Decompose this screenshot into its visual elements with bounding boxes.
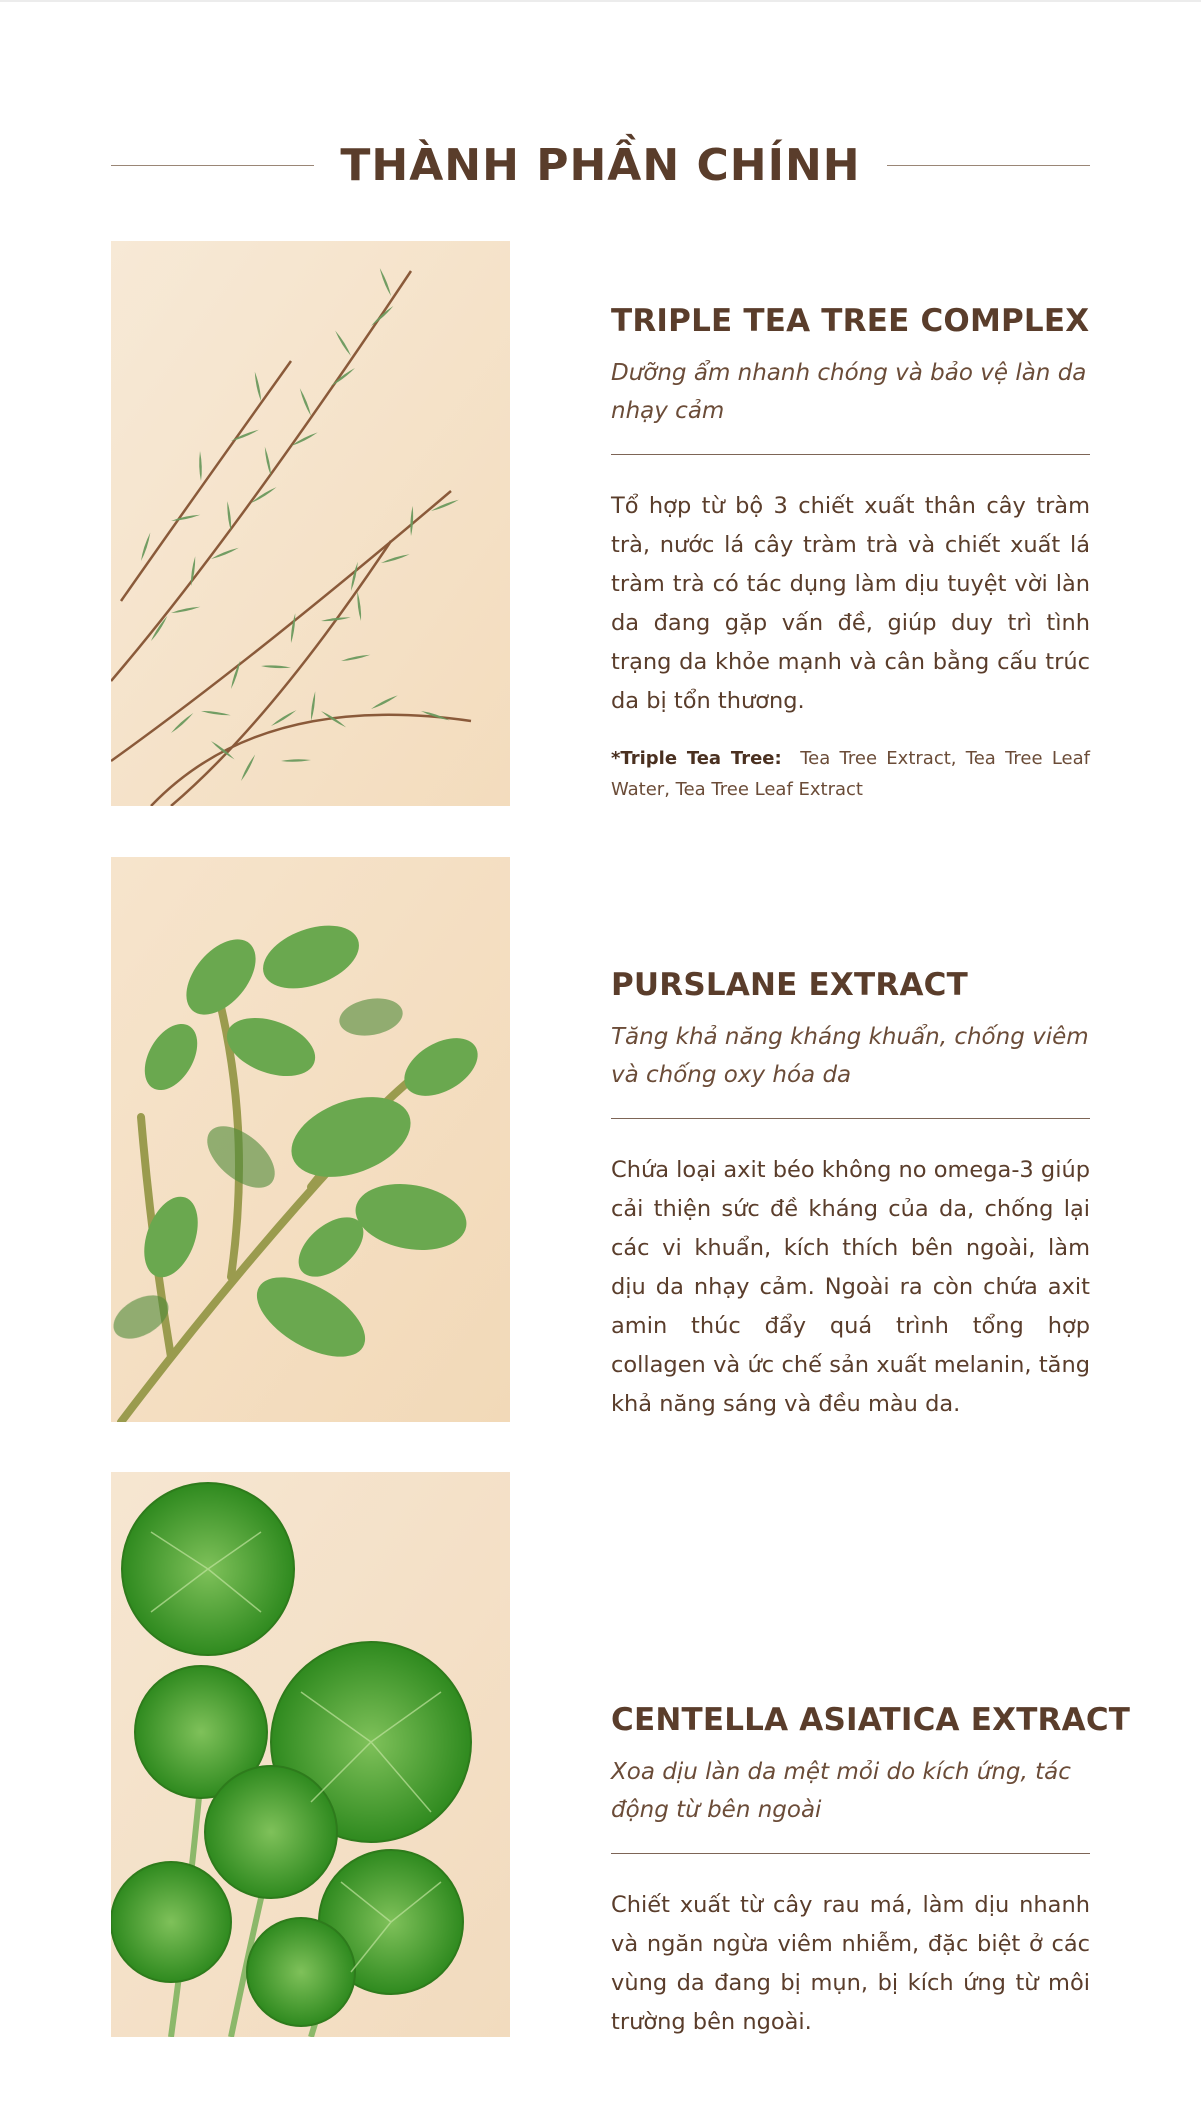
- ingredient-subtitle: Xoa dịu làn da mệt mỏi do kích ứng, tác động từ bên ngoài: [611, 1759, 1071, 1823]
- purslane-plant-icon: [111, 857, 510, 1422]
- ingredient-note-text: Tea Tree Extract, Tea Tree Leaf Water, Tea Tree Leaf Extract: [611, 748, 1090, 800]
- ingredient-note-label: *Triple Tea Tree:: [611, 748, 782, 769]
- purslane-image: [111, 857, 510, 1422]
- ingredient-name: CENTELLA ASIATICA EXTRACT: [611, 1702, 1131, 1738]
- tea-tree-image: [111, 241, 510, 806]
- ingredient-tea-tree: [611, 300, 1090, 805]
- header-rule-right: [887, 165, 1090, 166]
- ingredient-centella: [611, 1699, 1131, 2042]
- top-border: [0, 0, 1201, 2]
- ingredient-name: TRIPLE TEA TREE COMPLEX: [611, 303, 1090, 339]
- centella-image: [111, 1472, 510, 2037]
- ingredient-description: Chiết xuất từ cây rau má, làm dịu nhanh và ngăn ngừa viêm nhiễm, đặc biệt ở các vùng da đang bị mụn, bị kích ứng từ môi trường bên ngoài.: [611, 1892, 1090, 2035]
- ingredient-divider: [611, 1118, 1090, 1119]
- centella-plant-icon: [111, 1472, 510, 2037]
- ingredient-note: [611, 743, 1090, 805]
- ingredient-divider: [611, 454, 1090, 455]
- section-header: [111, 138, 1090, 192]
- ingredient-description: Tổ hợp từ bộ 3 chiết xuất thân cây tràm trà, nước lá cây tràm trà và chiết xuất lá tràm trà có tác dụng làm dịu tuyệt vời làn da đang gặp vấn đề, giúp duy trì tình trạng da khỏe mạnh và cân bằng cấu trúc da bị tổn thương.: [611, 493, 1090, 714]
- ingredient-subtitle: Tăng khả năng kháng khuẩn, chống viêm và chống oxy hóa da: [611, 1024, 1089, 1088]
- ingredient-divider: [611, 1853, 1090, 1854]
- ingredient-description: Chứa loại axit béo không no omega-3 giúp cải thiện sức đề kháng của da, chống lại các vi khuẩn, kích thích bên ngoài, làm dịu da nhạy cảm. Ngoài ra còn chứa axit amin thúc đẩy quá trình tổng hợp collagen và ức chế sản xuất melanin, tăng khả năng sáng và đều màu da.: [611, 1157, 1090, 1417]
- ingredient-name: PURSLANE EXTRACT: [611, 967, 968, 1003]
- tea-tree-plant-icon: [111, 241, 510, 806]
- header-rule-left: [111, 165, 314, 166]
- page-title: THÀNH PHẦN CHÍNH: [340, 139, 861, 191]
- ingredient-purslane: [611, 964, 1090, 1424]
- ingredient-subtitle: Dưỡng ẩm nhanh chóng và bảo vệ làn da nhạy cảm: [611, 360, 1087, 424]
